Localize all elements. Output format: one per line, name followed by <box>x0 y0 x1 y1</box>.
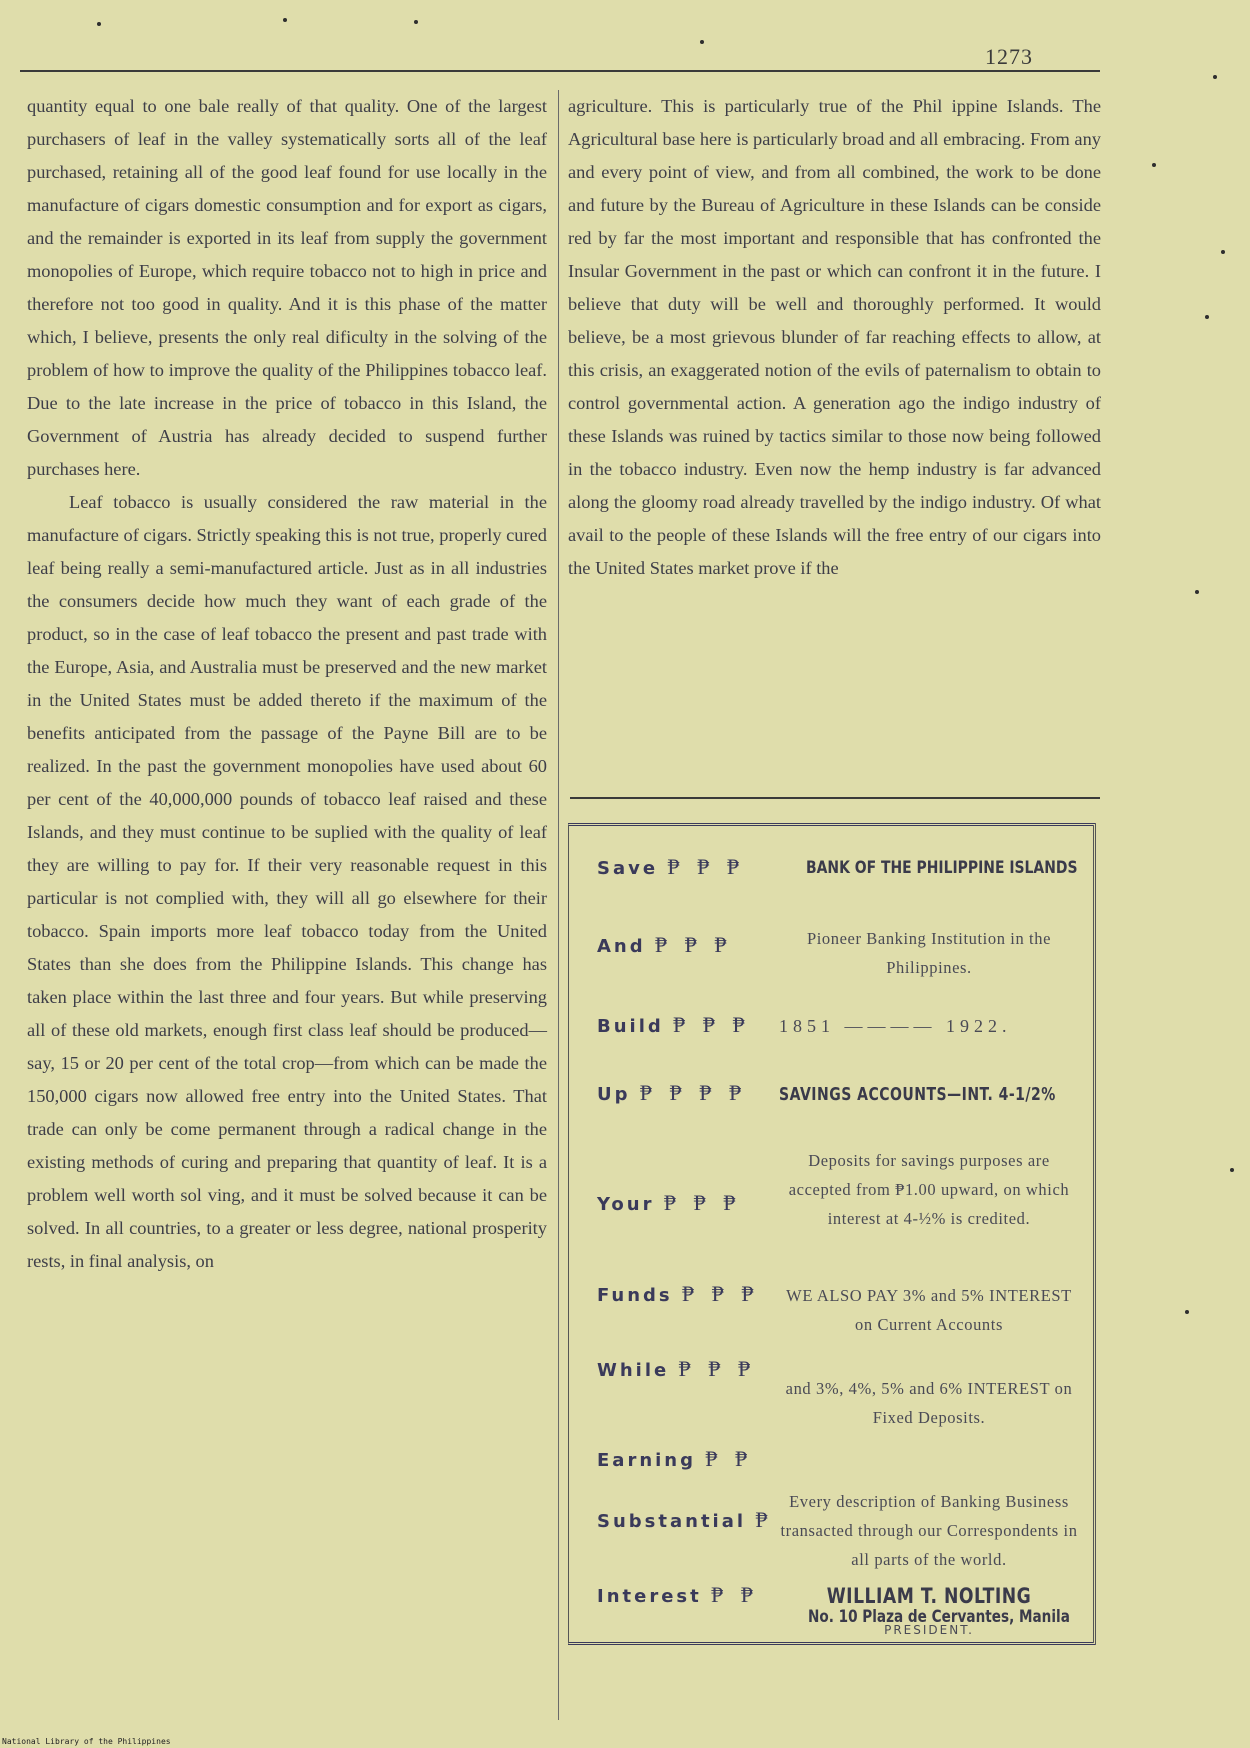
year-end: 1922. <box>946 1016 1012 1036</box>
left-paragraph-1: quantity equal to one bale really of that quality. One of the largest purchasers of leaf in the valley systematically sorts all of the leaf purchased, retaining all of the good leaf found for use locally in the manufacture of cigars domestic consumption and for export as cigars, and the remainder is exported in its leaf from supply the government monopolies of Europe, which require tobacco not to high in price and therefore not too good in quality. And it is this phase of the matter which, I believe, presents the only real dificulty in the solving of the problem of how to improve the quality of the Philippines tobacco leaf. Due to the late increase in the price of tobacco in this Island, the Government of Austria has already decided to suspend further purchases here. <box>27 96 547 479</box>
header-rule <box>20 70 1100 72</box>
peso-marks: ₱ ₱ ₱ <box>678 1356 757 1381</box>
savings-heading: SAVINGS ACCOUNTS—INT. 4-1/2% <box>779 1084 1056 1105</box>
ad-word-while: While ₱ ₱ ₱ <box>597 1356 757 1381</box>
ad-word-earning: Earning ₱ ₱ <box>597 1446 754 1471</box>
bank-address: No. 10 Plaza de Cervantes, Manila <box>808 1607 1070 1627</box>
ad-word-funds: Funds ₱ ₱ ₱ <box>597 1281 760 1306</box>
bank-tagline: Pioneer Banking Institution in the Philippines. <box>806 929 1052 977</box>
peso-marks: ₱ ₱ <box>705 1446 754 1471</box>
left-paragraph-2: Leaf tobacco is usually considered the raw material in the manufacture of cigars. Strictly speaking this is not true, properly cured leaf being really a semi-manufactured article. Just as in all industries the consumers decide how much they want of each grade of the product, so in the case of leaf tobacco the present and past trade with the Europe, Asia, and Australia must be preserved and the new market in the United States must be added thereto if the maximum of the benefits anticipated from the passage of the Payne Bill are to be realized. In the past the government monopolies have used about 60 per cent of the 40,000,000 pounds of tobacco leaf raised and these Islands, and they must continue to be suplied with the quality of leaf they are willing to pay for. If their very reasonable request in this particular is not complied with, they will all go elsewhere for their tobacco. Spain imports more leaf tobacco today from the United States than she does from the Philippine Islands. This change has taken place within the last three and four years. But while preserving all of these old markets, enough first class leaf should be produced—say, 15 or 20 per cent of the total crop—from which can be made the 150,000 cigars now allowed free entry into the United States. That trade can only be come permanent through a radical change in the existing methods of curing and preparing that quantity of leaf. It is a problem well worth sol ving, and it must be solved because it can be solved. In all countries, to a greater or less degree, national prosperity rests, in final analysis, on <box>27 492 547 1271</box>
peso-marks: ₱ ₱ ₱ <box>663 1190 742 1215</box>
left-column <box>27 90 547 1278</box>
deposit-text: Deposits for savings purposes are accepted from ₱1.00 upward, on which interest at 4-½% is credited. <box>788 1151 1070 1228</box>
ad-separator-rule <box>570 797 1100 799</box>
column-divider <box>558 90 559 1720</box>
right-paragraph: agriculture. This is particularly true of the Phil ippine Islands. The Agricultural base here is particularly broad and all embracing. From any and every point of view, and from all combined, the work to be done and future by the Bureau of Agriculture in these Islands can be conside red by far the most important and responsible that has confronted the Insular Government in the past or which can confront it in the future. I believe that duty will be well and thoroughly performed. It would believe, be a most grievous blunder of far reaching effects to allow, at this crisis, an exaggerated notion of the evils of paternalism to obtain to control governmental action. A generation ago the indigo industry of these Islands was ruined by tactics similar to those now being followed in the tobacco industry. Even now the hemp industry is far advanced along the gloomy road already travelled by the indigo industry. Of what avail to the people of these Islands will the free entry of our cigars into the United States market prove if the <box>568 96 1101 578</box>
ad-word-substantial: Substantial ₱ <box>597 1507 774 1532</box>
correspondents-text: Every description of Banking Business transacted through our Correspondents in all parts of the world. <box>780 1492 1078 1569</box>
peso-marks: ₱ ₱ ₱ <box>681 1281 760 1306</box>
peso-marks: ₱ ₱ ₱ <box>654 932 733 957</box>
ad-word-save: Save ₱ ₱ ₱ <box>597 854 746 879</box>
president-name: WILLIAM T. NOLTING <box>826 1584 1032 1608</box>
peso-marks: ₱ ₱ ₱ <box>673 1012 751 1037</box>
right-column <box>568 90 1101 585</box>
ad-word-interest: Interest ₱ ₱ <box>597 1582 759 1607</box>
peso-marks: ₱ ₱ <box>711 1582 759 1607</box>
bank-name: BANK OF THE PHILIPPINE ISLANDS <box>806 858 1078 878</box>
peso-marks: ₱ ₱ ₱ <box>667 854 746 879</box>
president-title: PRESIDENT. <box>884 1623 974 1637</box>
ad-word-your: Your ₱ ₱ ₱ <box>597 1190 742 1215</box>
page-number: 1273 <box>985 44 1033 69</box>
bank-years: 1851 ———— 1922. <box>779 1016 1012 1036</box>
year-start: 1851 <box>779 1016 835 1036</box>
footer-credit: National Library of the Philippines <box>2 1737 171 1746</box>
ad-word-and: And ₱ ₱ ₱ <box>597 932 733 957</box>
fixed-deposits-text: and 3%, 4%, 5% and 6% INTEREST on Fixed Deposits. <box>785 1379 1073 1427</box>
ad-word-up: Up ₱ ₱ ₱ ₱ <box>597 1080 748 1105</box>
peso-marks: ₱ <box>755 1507 774 1532</box>
bank-advertisement <box>568 823 1096 1645</box>
address-wrap <box>778 1607 1078 1627</box>
peso-marks: ₱ ₱ ₱ ₱ <box>639 1080 748 1105</box>
current-accounts-text: WE ALSO PAY 3% and 5% INTEREST on Current Accounts <box>786 1286 1072 1334</box>
ad-word-build: Build ₱ ₱ ₱ <box>597 1012 751 1037</box>
